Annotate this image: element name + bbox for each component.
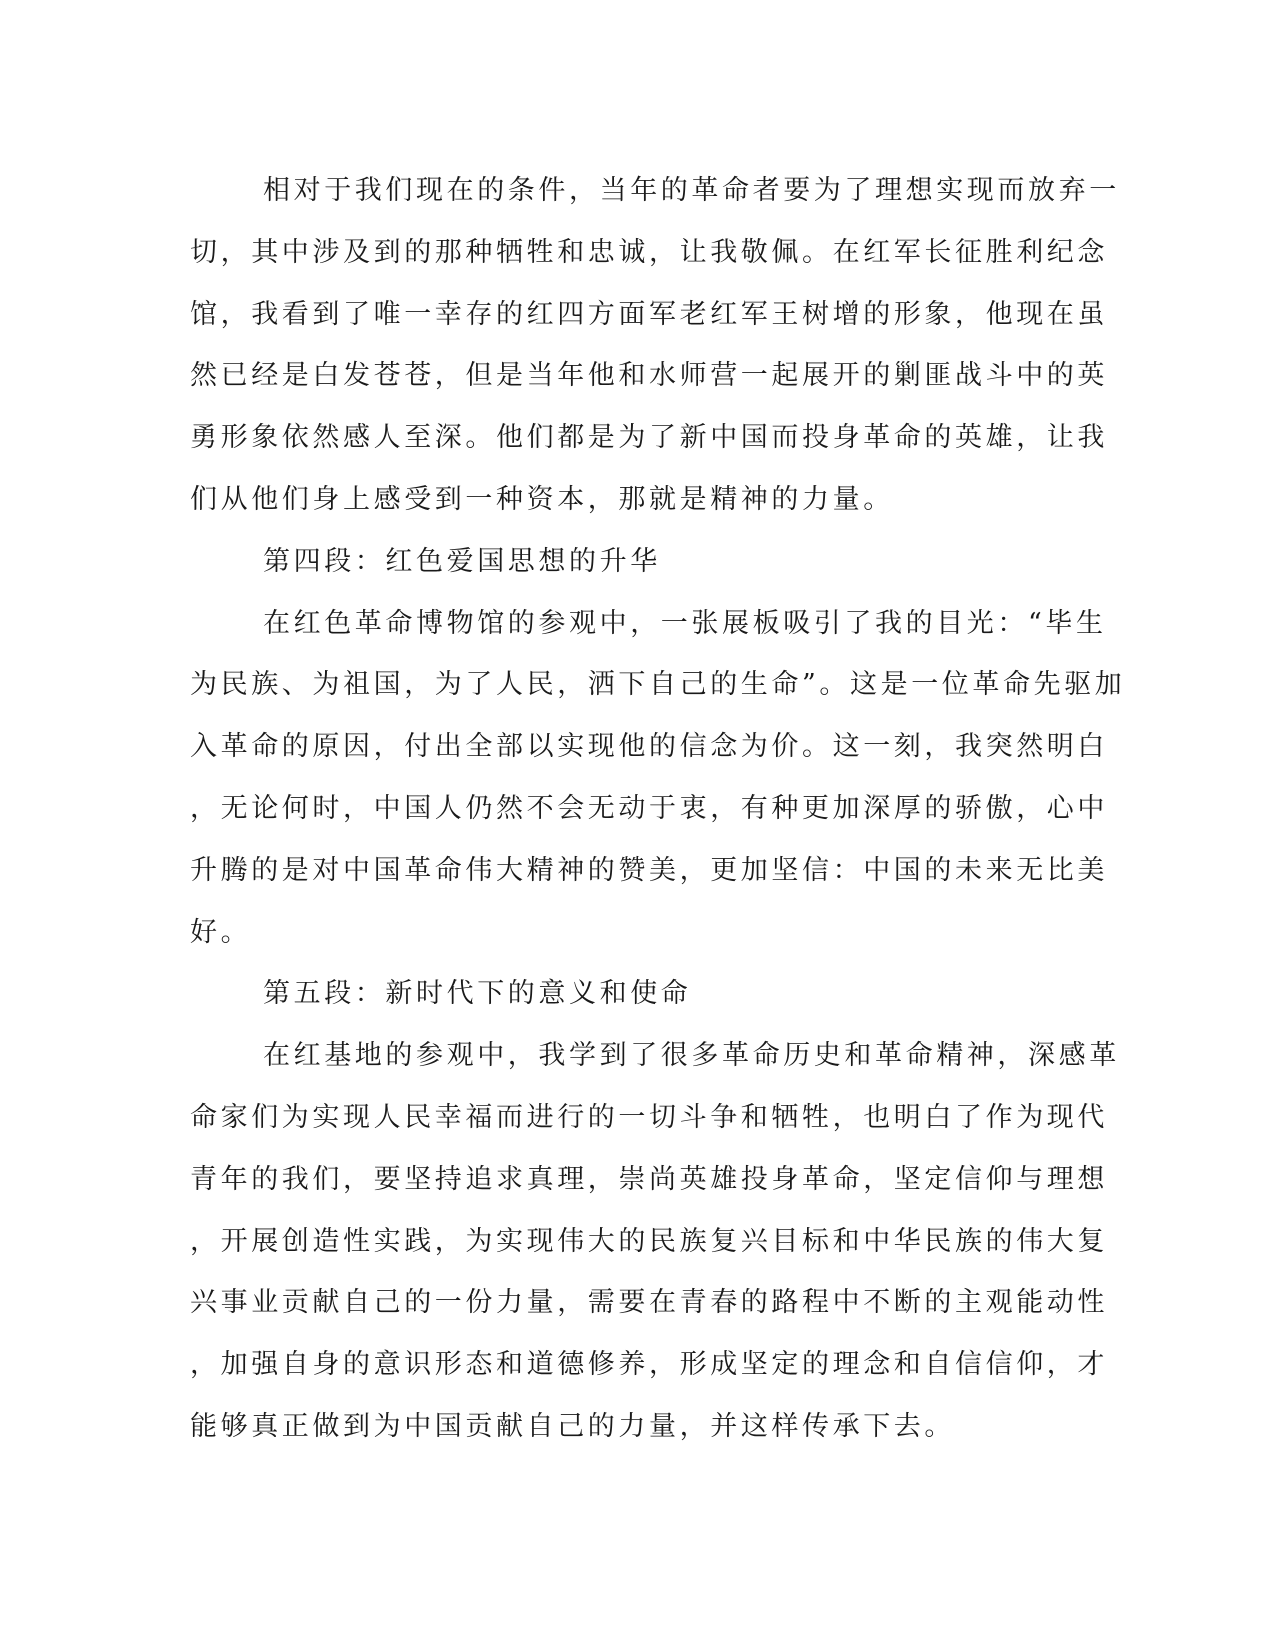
text-line: 青年的我们，要坚持追求真理，崇尚英雄投身革命，坚定信仰与理想 (190, 1163, 1108, 1195)
text-line: 勇形象依然感人至深。他们都是为了新中国而投身革命的英雄，让我 (190, 422, 1108, 454)
document-body (190, 160, 1126, 1458)
text-line: ，开展创造性实践，为实现伟大的民族复兴目标和中华民族的伟大复 (190, 1225, 1108, 1257)
text-line: 升腾的是对中国革命伟大精神的赞美，更加坚信：中国的未来无比美 (190, 854, 1108, 886)
text-line: ，无论何时，中国人仍然不会无动于衷，有种更加深厚的骄傲，心中 (190, 792, 1108, 824)
section-heading: 第五段：新时代下的意义和使命 (263, 978, 692, 1010)
section-heading: 第四段：红色爱国思想的升华 (263, 545, 661, 577)
text-line: 命家们为实现人民幸福而进行的一切斗争和牺牲，也明白了作为现代 (190, 1101, 1108, 1133)
text-line: 入革命的原因，付出全部以实现他的信念为价。这一刻，我突然明白 (190, 731, 1108, 763)
text-line: 馆，我看到了唯一幸存的红四方面军老红军王树增的形象，他现在虽 (190, 298, 1108, 330)
text-line: 兴事业贡献自己的一份力量，需要在青春的路程中不断的主观能动性 (190, 1287, 1108, 1319)
text-line: 们从他们身上感受到一种资本，那就是精神的力量。 (190, 483, 894, 515)
text-line: 能够真正做到为中国贡献自己的力量，并这样传承下去。 (190, 1410, 955, 1442)
text-line: 好。 (190, 916, 252, 948)
text-line: 然已经是白发苍苍，但是当年他和水师营一起展开的剿匪战斗中的英 (190, 360, 1108, 392)
text-line: 在红基地的参观中，我学到了很多革命历史和革命精神，深感革 (263, 1040, 1120, 1072)
text-line: 切，其中涉及到的那种牺牲和忠诚，让我敬佩。在红军长征胜利纪念 (190, 236, 1108, 268)
text-line: ，加强自身的意识形态和道德修养，形成坚定的理念和自信信仰，才 (190, 1349, 1108, 1381)
text-line: 相对于我们现在的条件，当年的革命者要为了理想实现而放弃一 (263, 175, 1120, 206)
text-line: 为民族、为祖国，为了人民，洒下自己的生命”。这是一位革命先驱加 (190, 669, 1126, 701)
text-line: 在红色革命博物馆的参观中，一张展板吸引了我的目光：“毕生 (263, 607, 1107, 639)
